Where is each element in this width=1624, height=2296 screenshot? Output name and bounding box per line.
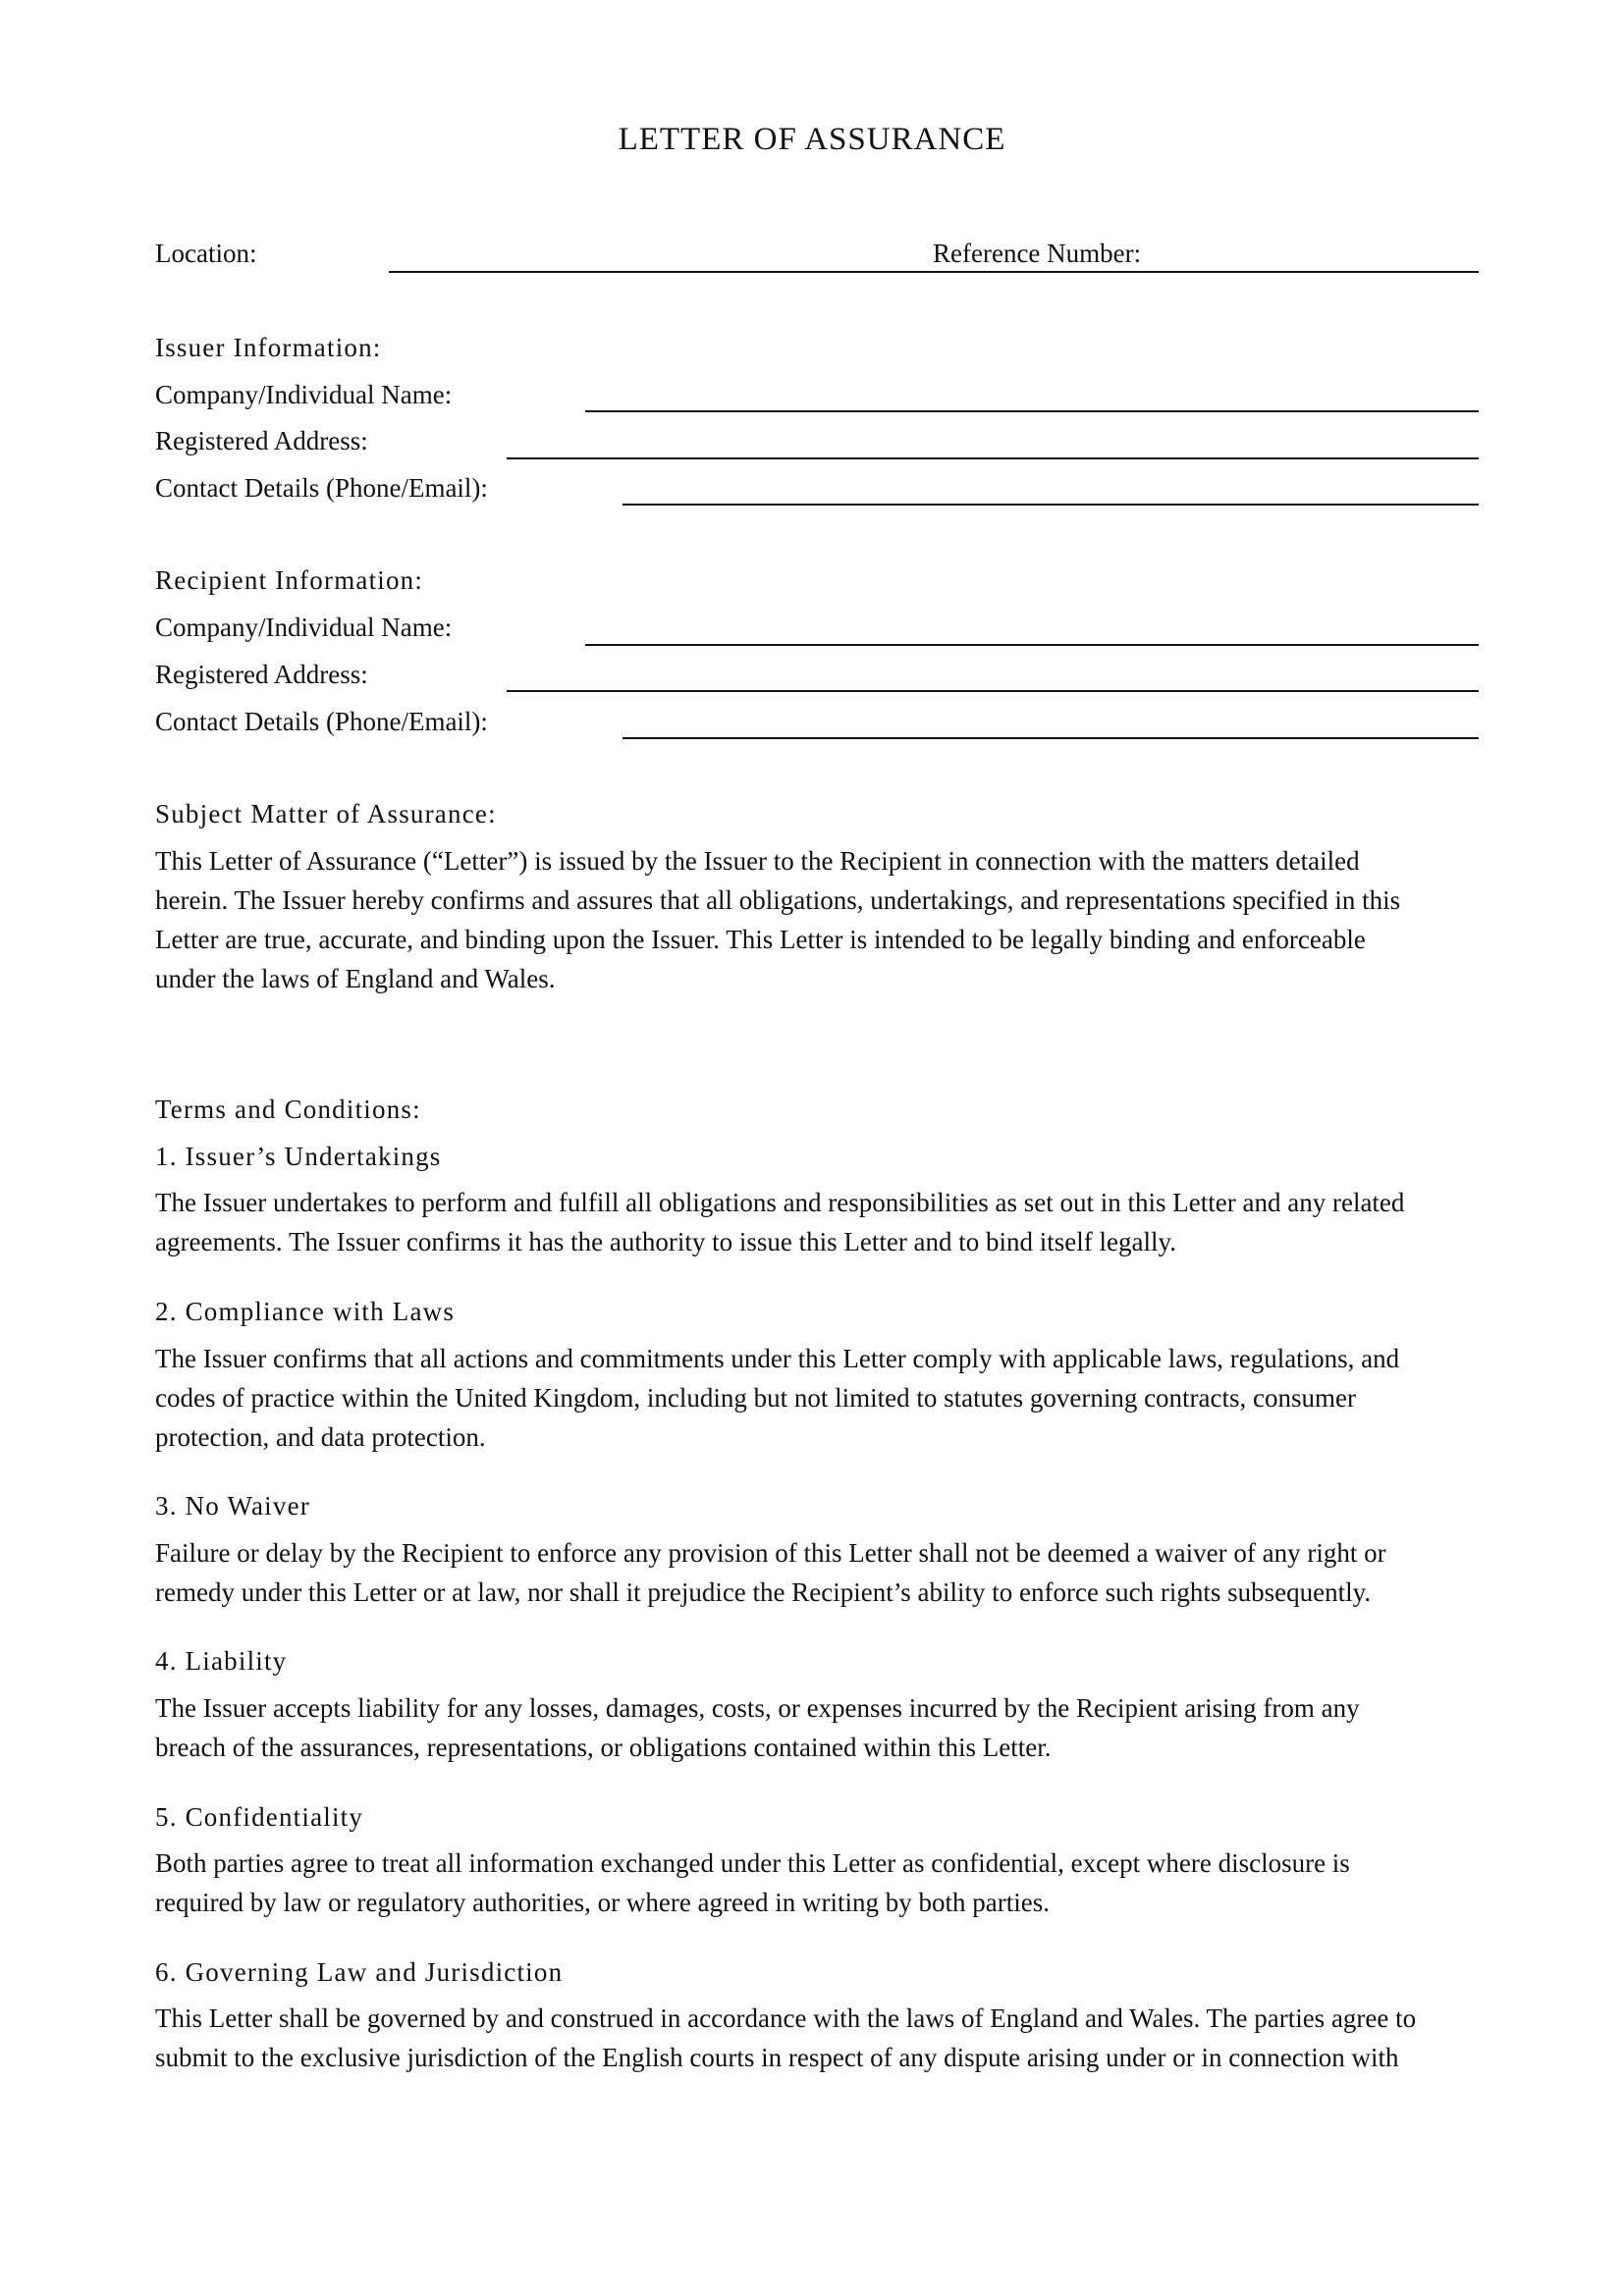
subject-line: herein. The Issuer hereby confirms and assures that all obligations, undertakings, and representations specified in this (155, 885, 1401, 915)
section-line: The Issuer undertakes to perform and fulfill all obligations and responsibilities as set out in this Letter and any related (155, 1188, 1405, 1217)
section-line: The Issuer accepts liability for any losses, damages, costs, or expenses incurred by the Recipient arising from any (155, 1693, 1360, 1723)
location-reference-field-line[interactable] (389, 271, 1479, 273)
issuer-name-field-line[interactable] (585, 410, 1479, 412)
issuer-contact-label: Contact Details (Phone/Email): (155, 473, 488, 503)
issuer-address-field-line[interactable] (507, 457, 1479, 459)
section-line: breach of the assurances, representations, or obligations contained within this Letter. (155, 1733, 1052, 1762)
section-line: protection, and data protection. (155, 1422, 486, 1452)
section-line: This Letter shall be governed by and construed in accordance with the laws of England and Wales. The parties agree to (155, 2003, 1417, 2033)
subject-paragraph (155, 841, 1481, 998)
subject-heading: Subject Matter of Assurance: (155, 799, 497, 828)
terms-heading: Terms and Conditions: (155, 1095, 421, 1124)
recipient-contact-label: Contact Details (Phone/Email): (155, 707, 488, 736)
section-line: agreements. The Issuer confirms it has the authority to issue this Letter and to bind itself legally. (155, 1227, 1177, 1256)
section-line: submit to the exclusive jurisdiction of the English courts in respect of any dispute arising under or in connection with (155, 2043, 1399, 2072)
section-body-governing-law (155, 1999, 1481, 2077)
section-body-confidentiality (155, 1843, 1481, 1922)
subject-line: under the laws of England and Wales. (155, 964, 556, 993)
recipient-heading: Recipient Information: (155, 565, 424, 595)
section-title-governing-law: 6. Governing Law and Jurisdiction (155, 1957, 564, 1987)
section-body-undertakings (155, 1183, 1481, 1261)
recipient-name-field-line[interactable] (585, 644, 1479, 646)
section-line: The Issuer confirms that all actions and commitments under this Letter comply with applicable laws, regulations, and (155, 1344, 1400, 1373)
recipient-address-field-line[interactable] (507, 690, 1479, 692)
recipient-address-label: Registered Address: (155, 660, 368, 689)
subject-line: Letter are true, accurate, and binding upon the Issuer. This Letter is intended to be legally binding and enforceable (155, 925, 1366, 954)
section-title-compliance: 2. Compliance with Laws (155, 1297, 456, 1326)
section-body-compliance (155, 1339, 1481, 1457)
section-line: required by law or regulatory authorities, or where agreed in writing by both parties. (155, 1888, 1050, 1917)
issuer-heading: Issuer Information: (155, 333, 382, 362)
document-title: LETTER OF ASSURANCE (618, 122, 1006, 157)
section-title-no-waiver: 3. No Waiver (155, 1491, 310, 1521)
issuer-address-label: Registered Address: (155, 426, 368, 455)
issuer-name-label: Company/Individual Name: (155, 380, 453, 409)
section-body-no-waiver (155, 1533, 1481, 1612)
recipient-name-label: Company/Individual Name: (155, 613, 453, 642)
location-label: Location: (155, 239, 257, 268)
section-line: Both parties agree to treat all information exchanged under this Letter as confidential, except where disclosure is (155, 1848, 1350, 1878)
issuer-contact-field-line[interactable] (623, 504, 1479, 506)
subject-line: This Letter of Assurance (“Letter”) is issued by the Issuer to the Recipient in connection with the matters detailed (155, 846, 1360, 876)
section-line: remedy under this Letter or at law, nor shall it prejudice the Recipient’s ability to enforce such rights subsequently. (155, 1577, 1372, 1607)
section-line: codes of practice within the United Kingdom, including but not limited to statutes governing contracts, consumer (155, 1383, 1356, 1413)
recipient-contact-field-line[interactable] (623, 737, 1479, 739)
reference-number-label: Reference Number: (933, 239, 1142, 268)
section-body-liability (155, 1688, 1481, 1767)
section-title-confidentiality: 5. Confidentiality (155, 1802, 364, 1832)
section-line: Failure or delay by the Recipient to enforce any provision of this Letter shall not be deemed a waiver of any right or (155, 1538, 1386, 1568)
section-title-undertakings: 1. Issuer’s Undertakings (155, 1142, 442, 1171)
section-title-liability: 4. Liability (155, 1646, 288, 1676)
